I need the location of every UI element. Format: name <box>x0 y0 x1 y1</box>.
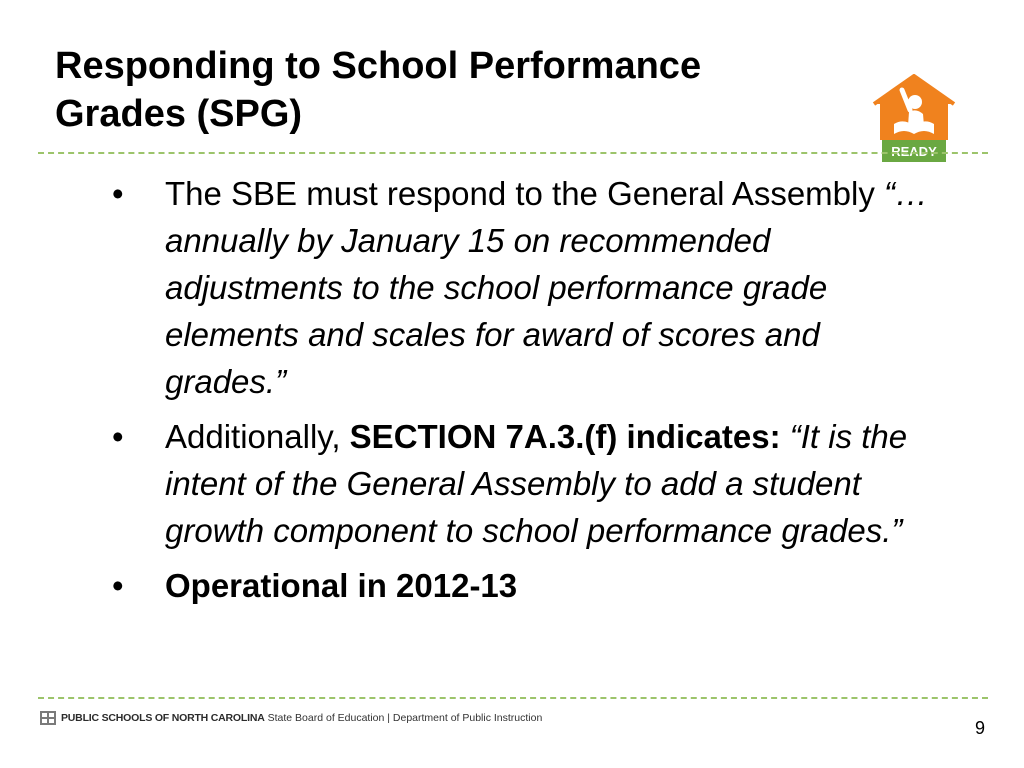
footer-brand <box>39 709 542 727</box>
bullet-item-3 <box>112 562 932 609</box>
title-line-1: Responding to School Performance <box>55 45 702 87</box>
page-number: 9 <box>974 718 985 738</box>
bullet-item-2 <box>112 413 932 554</box>
bullet-1-quote: “…annually by January 15 on recommended adjustments to the school performance grade elements and scales for award of scores and grades.” <box>165 175 929 400</box>
logo-label: READY <box>891 144 937 159</box>
slide-title <box>55 42 845 138</box>
bullet-marker: • <box>112 175 124 212</box>
bullet-2-section: SECTION 7A.3.(f) indicates: <box>349 418 781 455</box>
bullet-2-text: Additionally, <box>165 418 350 455</box>
bottom-divider <box>38 697 988 699</box>
ready-logo-icon <box>872 74 956 164</box>
nc-map-icon <box>39 709 57 727</box>
bullet-marker: • <box>112 418 124 455</box>
top-divider <box>38 152 988 154</box>
title-line-2: Grades (SPG) <box>55 93 303 135</box>
bullet-item-1 <box>112 170 932 405</box>
footer-sub-text: State Board of Education | Department of Public Instruction <box>267 712 543 724</box>
bullet-list <box>112 170 932 617</box>
bullet-3-text: Operational in 2012-13 <box>165 567 518 604</box>
footer-org-name: PUBLIC SCHOOLS OF NORTH CAROLINA <box>61 712 265 724</box>
bullet-marker: • <box>112 567 124 604</box>
bullet-2-quote: “It is the intent of the General Assembly to add a student growth component to school performance grades.” <box>165 418 908 549</box>
bullet-1-text: The SBE must respond to the General Assembly <box>165 175 885 212</box>
